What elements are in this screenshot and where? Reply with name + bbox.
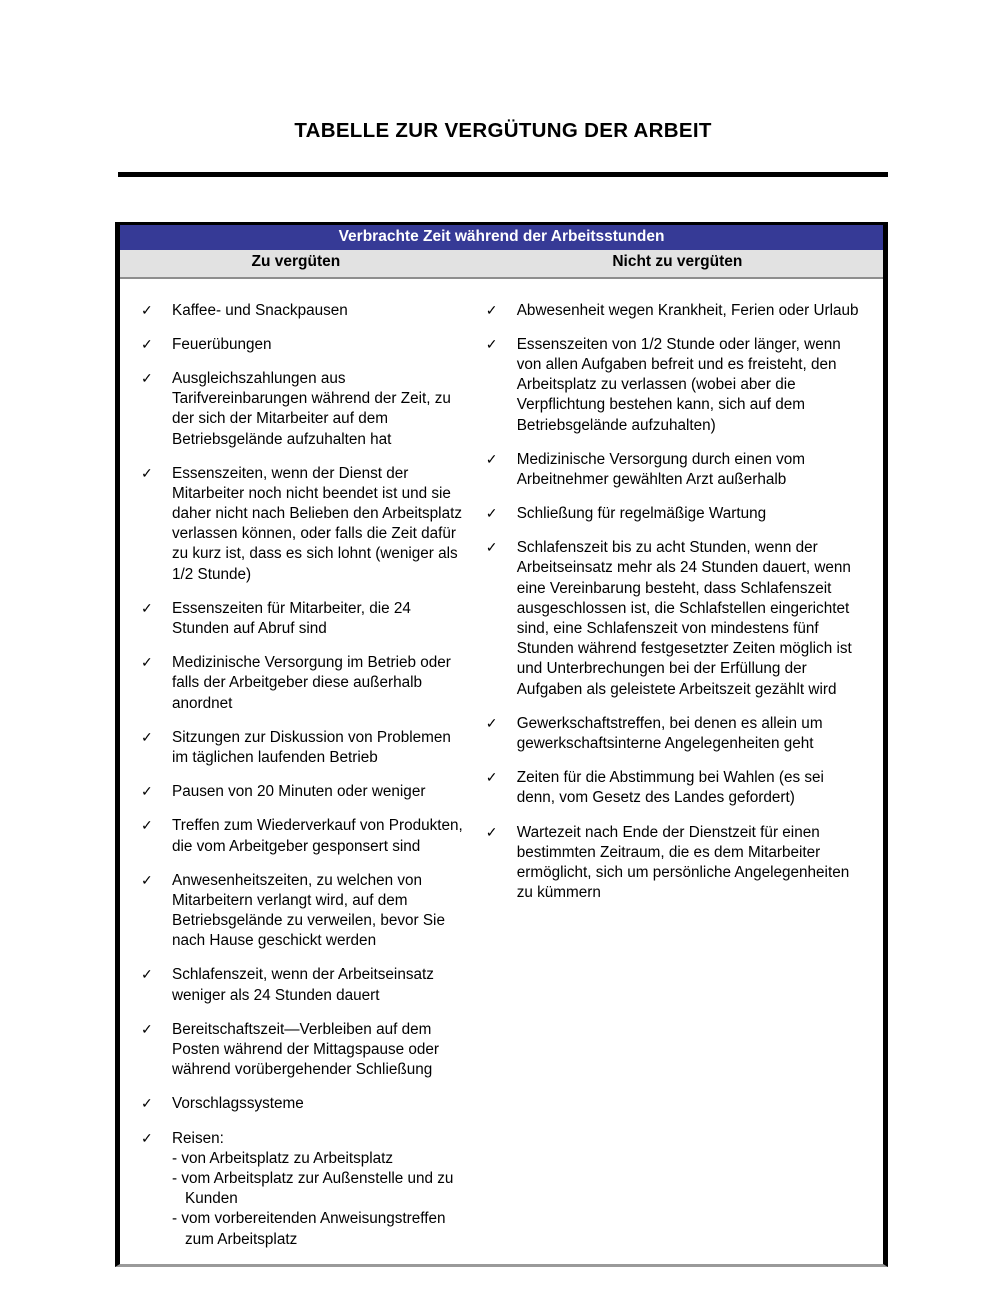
column-header-non-payable: Nicht zu vergüten xyxy=(612,253,743,271)
list-item-text: Ausgleichszahlungen aus Tarifvereinbarungen während der Zeit, zu der sich der Mitarbeiter auf dem Betriebsgelände aufzuhalten hat xyxy=(172,369,451,448)
table-column-headers xyxy=(120,250,883,278)
list-item-text: Anwesenheitszeiten, zu welchen von Mitarbeitern verlangt wird, auf dem Betriebsgelände zu verweilen, bevor Sie nach Hause geschickt werden xyxy=(172,871,445,950)
list-item-text: Bereitschaftszeit—Verbleiben auf dem Posten während der Mittagspause oder während vorübergehender Schließung xyxy=(172,1020,440,1079)
list-item xyxy=(135,965,464,1005)
non-payable-column xyxy=(472,301,883,904)
list-item-text: Vorschlagssysteme xyxy=(172,1095,304,1113)
list-item xyxy=(135,369,464,450)
list-item-text: Abwesenheit wegen Krankheit, Ferien oder Urlaub xyxy=(516,301,859,319)
list-item-text: Gewerkschaftstreffen, bei denen es allein um gewerkschaftsinterne Angelegenheiten geht xyxy=(516,714,823,752)
check-icon: ✓ xyxy=(141,817,153,834)
check-icon: ✓ xyxy=(141,335,153,352)
list-item xyxy=(135,653,464,714)
list-item xyxy=(480,714,865,754)
list-item xyxy=(480,450,865,490)
payable-list xyxy=(135,301,464,1250)
list-item xyxy=(135,728,464,768)
list-item xyxy=(135,1129,464,1250)
list-item xyxy=(480,335,865,436)
list-item xyxy=(135,1094,464,1114)
page-title: TABELLE ZUR VERGÜTUNG DER ARBEIT xyxy=(294,119,712,142)
list-subitem: - von Arbeitsplatz zu Arbeitsplatz xyxy=(172,1149,394,1167)
list-item xyxy=(480,301,865,321)
list-item xyxy=(135,335,464,355)
list-item-label: Reisen: xyxy=(172,1129,224,1147)
list-item xyxy=(480,538,865,700)
check-icon: ✓ xyxy=(485,505,498,522)
list-item-text: Treffen zum Wiederverkauf von Produkten, die vom Arbeitgeber gesponsert sind xyxy=(172,817,463,855)
check-icon: ✓ xyxy=(141,464,153,481)
check-icon: ✓ xyxy=(485,450,498,467)
check-icon: ✓ xyxy=(141,1020,153,1037)
list-item xyxy=(480,823,865,904)
table-body xyxy=(120,279,883,1264)
check-icon: ✓ xyxy=(485,301,498,318)
check-icon: ✓ xyxy=(141,1095,153,1112)
check-icon: ✓ xyxy=(485,539,498,556)
check-icon: ✓ xyxy=(141,1129,153,1146)
check-icon: ✓ xyxy=(141,871,153,888)
check-icon: ✓ xyxy=(141,966,153,983)
check-icon: ✓ xyxy=(485,823,498,840)
list-item xyxy=(480,504,865,524)
list-item-text: Medizinische Versorgung durch einen vom Arbeitnehmer gewählten Arzt außerhalb xyxy=(516,450,805,488)
list-item xyxy=(135,782,464,802)
column-header-payable: Zu vergüten xyxy=(251,253,341,271)
list-item-text: Essenszeiten, wenn der Dienst der Mitarbeiter noch nicht beendet ist und sie daher nicht nach Belieben den Arbeitsplatz verlassen können, oder falls die Zeit dafür zu kurz ist, dass es sich lohnt (weniger als 1/2 Stunde) xyxy=(172,464,462,583)
list-item xyxy=(135,464,464,585)
list-item-text: Medizinische Versorgung im Betrieb oder falls der Arbeitgeber diese außerhalb anordnet xyxy=(172,654,451,712)
list-item xyxy=(135,1020,464,1081)
check-icon: ✓ xyxy=(141,599,153,616)
list-item-text: Feuerübungen xyxy=(172,335,272,353)
list-item xyxy=(135,599,464,639)
list-subitem: Kunden xyxy=(185,1190,238,1208)
check-icon: ✓ xyxy=(485,335,498,352)
check-icon: ✓ xyxy=(485,714,498,731)
list-item-text: Zeiten für die Abstimmung bei Wahlen (es sei denn, vom Gesetz des Landes gefordert) xyxy=(516,769,824,807)
list-item xyxy=(135,871,464,952)
check-icon: ✓ xyxy=(141,728,153,745)
list-item-text: Schlafenszeit, wenn der Arbeitseinsatz weniger als 24 Stunden dauert xyxy=(172,966,434,1004)
list-item-text: Kaffee- und Snackpausen xyxy=(172,301,348,319)
non-payable-list xyxy=(480,301,865,904)
check-icon: ✓ xyxy=(141,654,153,671)
list-subitem: zum Arbeitsplatz xyxy=(185,1230,298,1248)
title-divider xyxy=(118,172,888,177)
list-item-text: Schließung für regelmäßige Wartung xyxy=(516,505,767,523)
list-item-text: Pausen von 20 Minuten oder weniger xyxy=(172,783,426,801)
list-item-text: Sitzungen zur Diskussion von Problemen im täglichen laufenden Betrieb xyxy=(172,728,451,766)
list-item-text: Wartezeit nach Ende der Dienstzeit für einen bestimmten Zeitraum, die es dem Mitarbeiter ermöglicht, sich um persönliche Angelegenheiten zu kümmern xyxy=(516,823,850,902)
list-item xyxy=(135,816,464,856)
payable-column xyxy=(120,301,472,1250)
list-item-text: Essenszeiten für Mitarbeiter, die 24 Stunden auf Abruf sind xyxy=(172,599,411,637)
check-icon: ✓ xyxy=(485,769,498,786)
list-item xyxy=(135,301,464,321)
table-band-title: Verbrachte Zeit während der Arbeitsstunden xyxy=(120,225,883,250)
list-item xyxy=(480,768,865,808)
list-item-text: Essenszeiten von 1/2 Stunde oder länger, wenn von allen Aufgaben befreit und es freisteht, den Arbeitsplatz zu verlassen (wobei aber die Verpflichtung bestehen kann, sich auf dem Betriebsgelände aufzuhalten) xyxy=(516,335,841,434)
check-icon: ✓ xyxy=(141,301,153,318)
list-subitem: - vom Arbeitsplatz zur Außenstelle und zu xyxy=(172,1169,454,1187)
check-icon: ✓ xyxy=(141,783,153,800)
list-item-text xyxy=(172,1129,464,1250)
compensation-table xyxy=(115,222,888,1267)
list-subitem: - vom vorbereitenden Anweisungstreffen xyxy=(172,1210,446,1228)
check-icon: ✓ xyxy=(141,369,153,386)
list-item-text: Schlafenszeit bis zu acht Stunden, wenn der Arbeitseinsatz mehr als 24 Stunden dauert, wenn eine Vereinbarung besteht, dass Schlafenszeit ausgeschlossen ist, die Schlafstellen eingerichtet sind, eine Schlafenszeit von mindestens fünf Stunden während festgesetzter Zeiten möglich ist und Unterbrechungen bei der Erfüllung der Aufgaben als geleistete Arbeitszeit gezählt wird xyxy=(516,539,852,698)
